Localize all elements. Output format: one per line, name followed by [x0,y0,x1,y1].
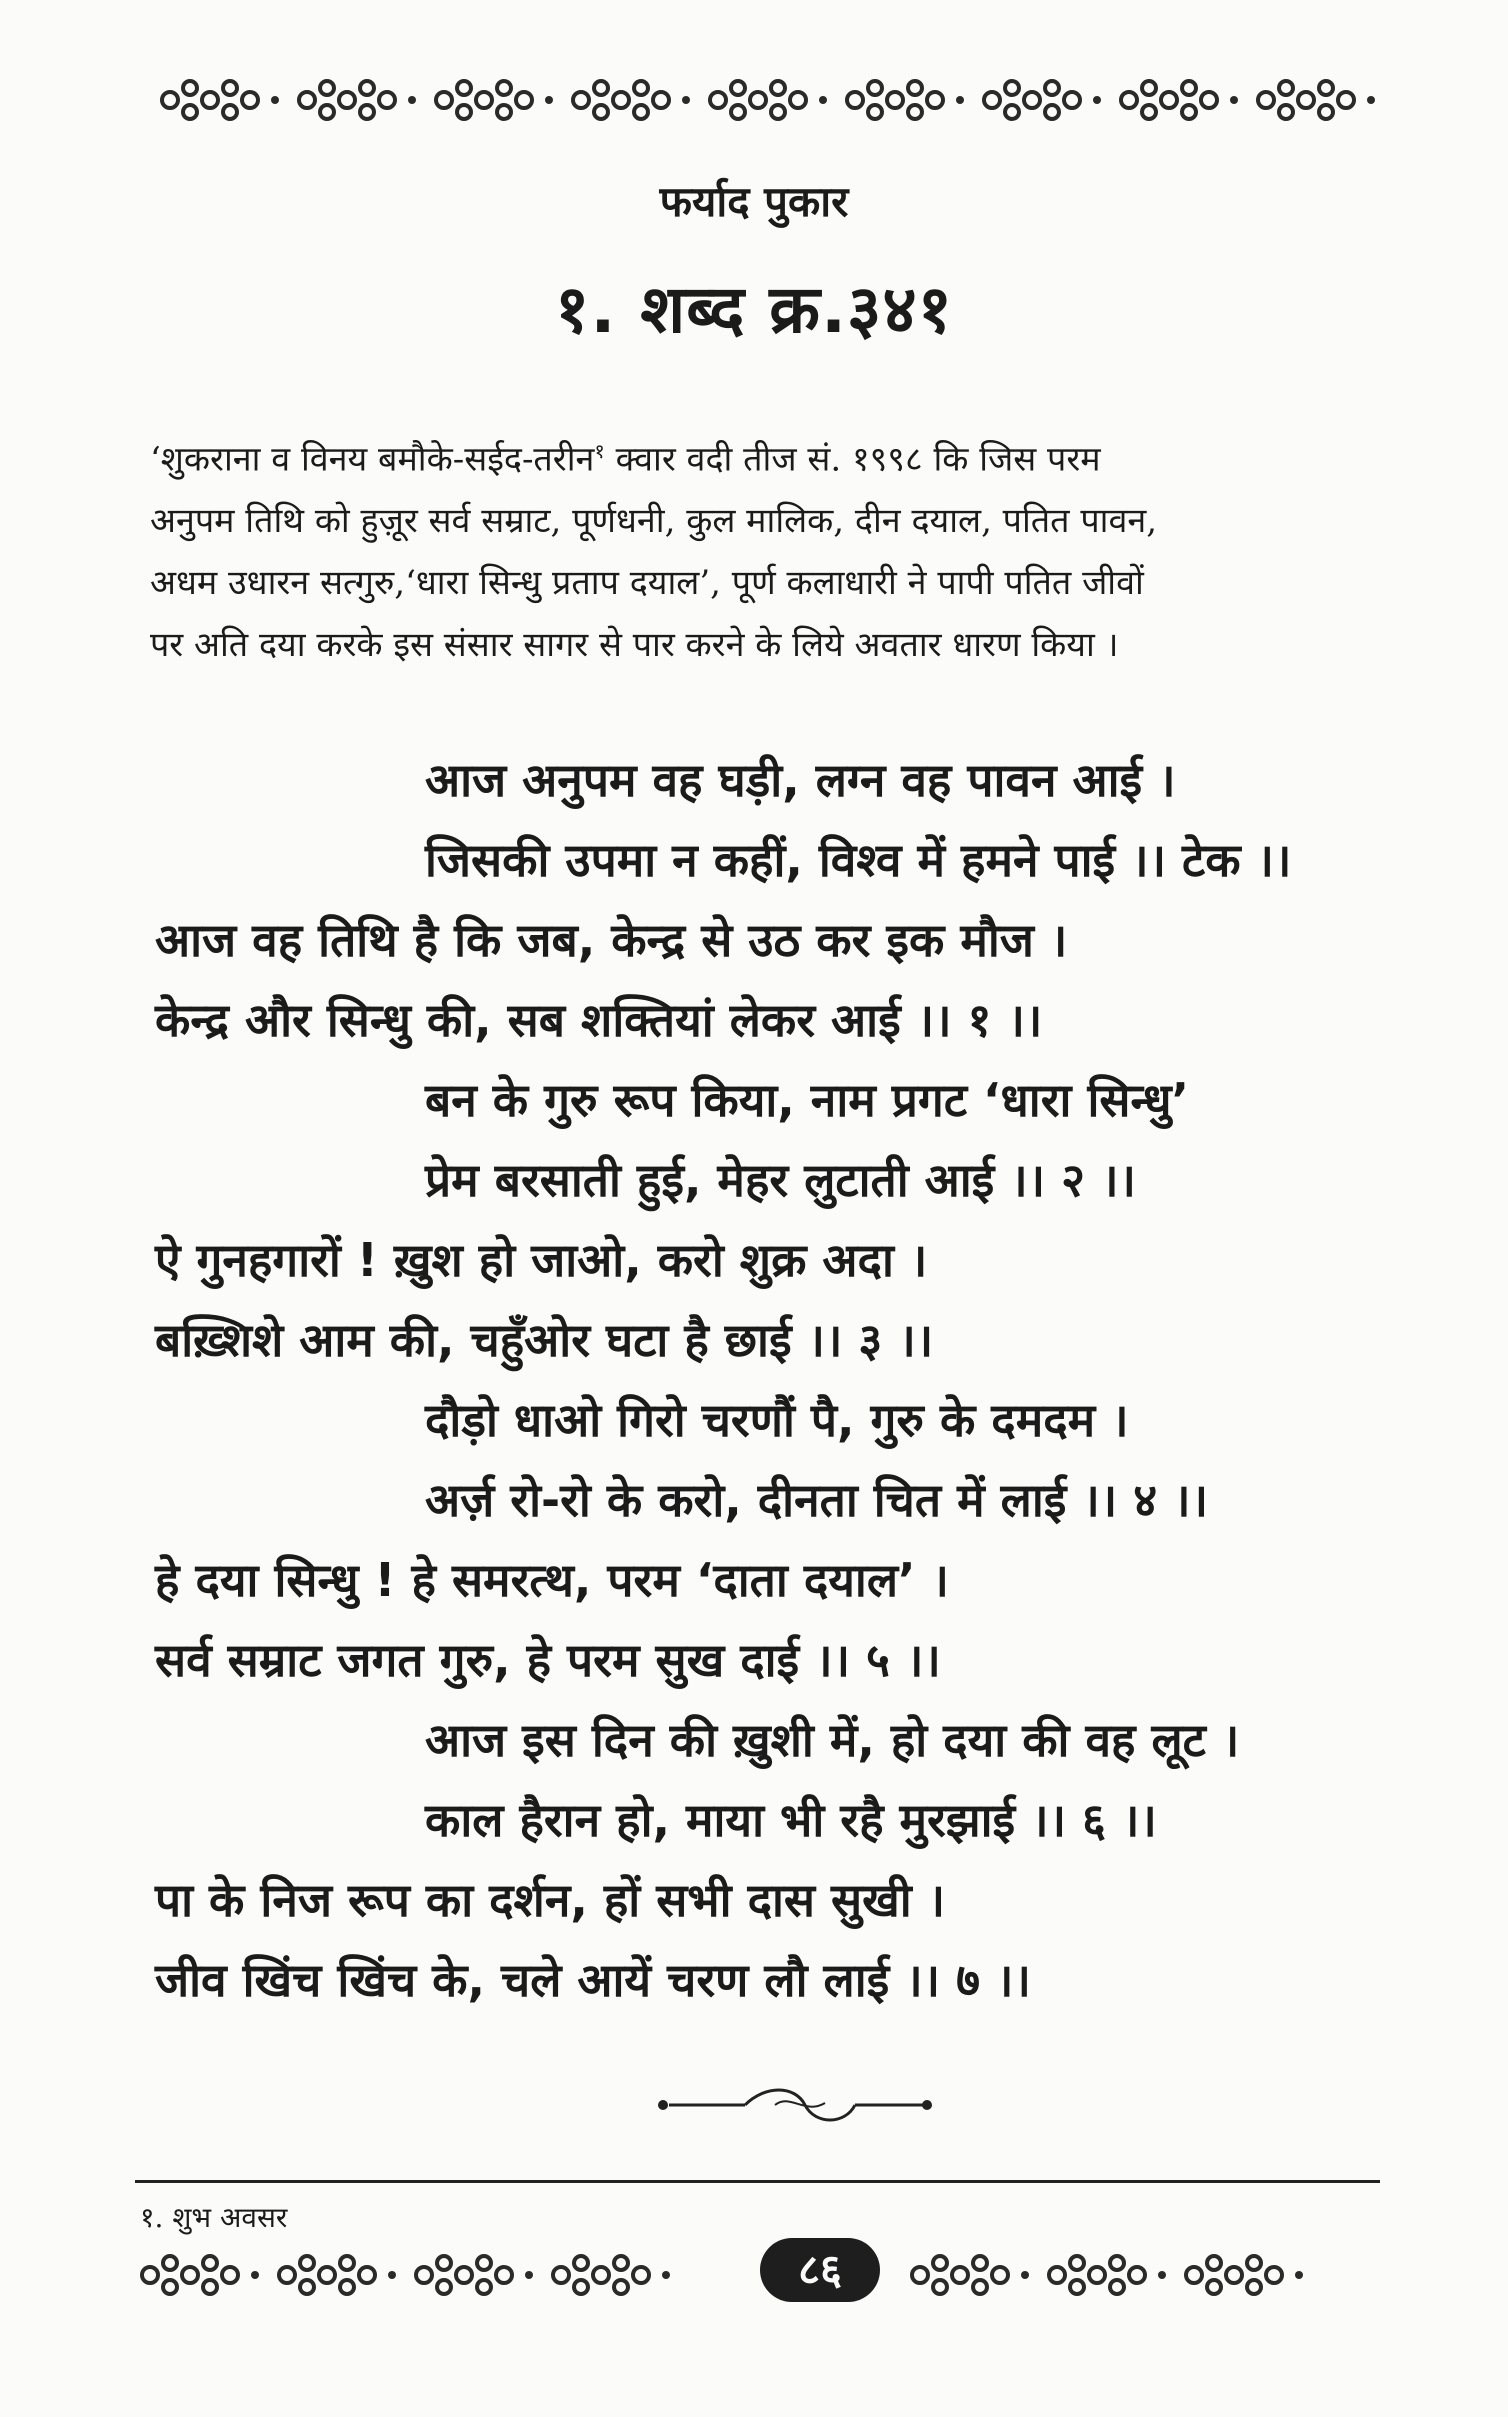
intro-line-1 [150,420,1400,490]
intro-line-2: अनुपम तिथि को हुज़ूर सर्व सम्राट, पूर्णधनी, कुल मालिक, दीन दयाल, पतित पावन, [150,501,1158,542]
verse-line: आज अनुपम वह घड़ी, लग्न वह पावन आई । [425,753,1176,807]
section-title: फर्याद पुकार [659,177,849,226]
floral-border-icon [150,70,1380,130]
verse-line: दौड़ो धाओ गिरो चरणौं पै, गुरु के दमदम । [425,1393,1129,1447]
verse-line: आज इस दिन की ख़ुशी में, हो दया की वह लूट । [425,1713,1240,1767]
verse-line: आज वह तिथि है कि जब, केन्द्र से उठ कर इक मौज । [155,913,1068,967]
verse-line: अर्ज़ रो-रो के करो, दीनता चित में लाई ।। ४ ।। [425,1473,1209,1527]
footnote-mark: १ [594,439,605,463]
intro-line-4: पर अति दया करके इस संसार सागर से पार करने के लिये अवतार धारण किया । [150,625,1119,666]
verse-line: बख़्शिशे आम की, चहुँओर घटा है छाई ।। ३ ।। [155,1313,934,1367]
verse-line: सर्व सम्राट जगत गुरु, हे परम सुख दाई ।। ५ ।। [155,1633,941,1687]
verse-line: जिसकी उपमा न कहीं, विश्व में हमने पाई ।। टेक ।। [425,833,1292,887]
shabd-title: १. शब्द क्र.३४१ [555,271,953,348]
verse-line: केन्द्र और सिन्धु की, सब शक्तियां लेकर आई ।। १ ।। [155,993,1043,1047]
page-number: ८६ [760,2238,880,2302]
footnote-divider [135,2180,1380,2183]
verse-line: जीव खिंच खिंच के, चले आयें चरण लौ लाई ।। ७ ।। [155,1953,1031,2007]
end-flourish-icon [655,2075,935,2139]
intro-line-3: अधम उधारन सत्गुरु,‘धारा सिन्धु प्रताप दयाल’, पूर्ण कलाधारी ने पापी पतित जीवों [150,563,1144,604]
verse-line: प्रेम बरसाती हुई, मेहर लुटाती आई ।। २ ।। [425,1153,1136,1207]
verse-line: बन के गुरु रूप किया, नाम प्रगट ‘धारा सिन्धु’ [425,1073,1189,1127]
intro-text: क्वार वदी तीज सं. १९९८ कि जिस परम [604,439,1101,480]
intro-text: ‘शुकराना व विनय बमौके-सईद-तरीन [150,439,595,480]
footnote: १. शुभ अवसर [140,2201,288,2234]
verse-line: हे दया सिन्धु ! हे समरत्थ, परम ‘दाता दयाल’ । [155,1553,949,1607]
verse-line: ऐ गुनहगारों ! ख़ुश हो जाओ, करो शुक्र अदा । [155,1233,928,1287]
top-ornament-border [150,70,1380,130]
verse-line: पा के निज रूप का दर्शन, हों सभी दास सुखी । [155,1873,946,1927]
verse-line: काल हैरान हो, माया भी रहै मुरझाई ।। ६ ।। [425,1793,1157,1847]
intro-paragraph [150,420,1400,676]
